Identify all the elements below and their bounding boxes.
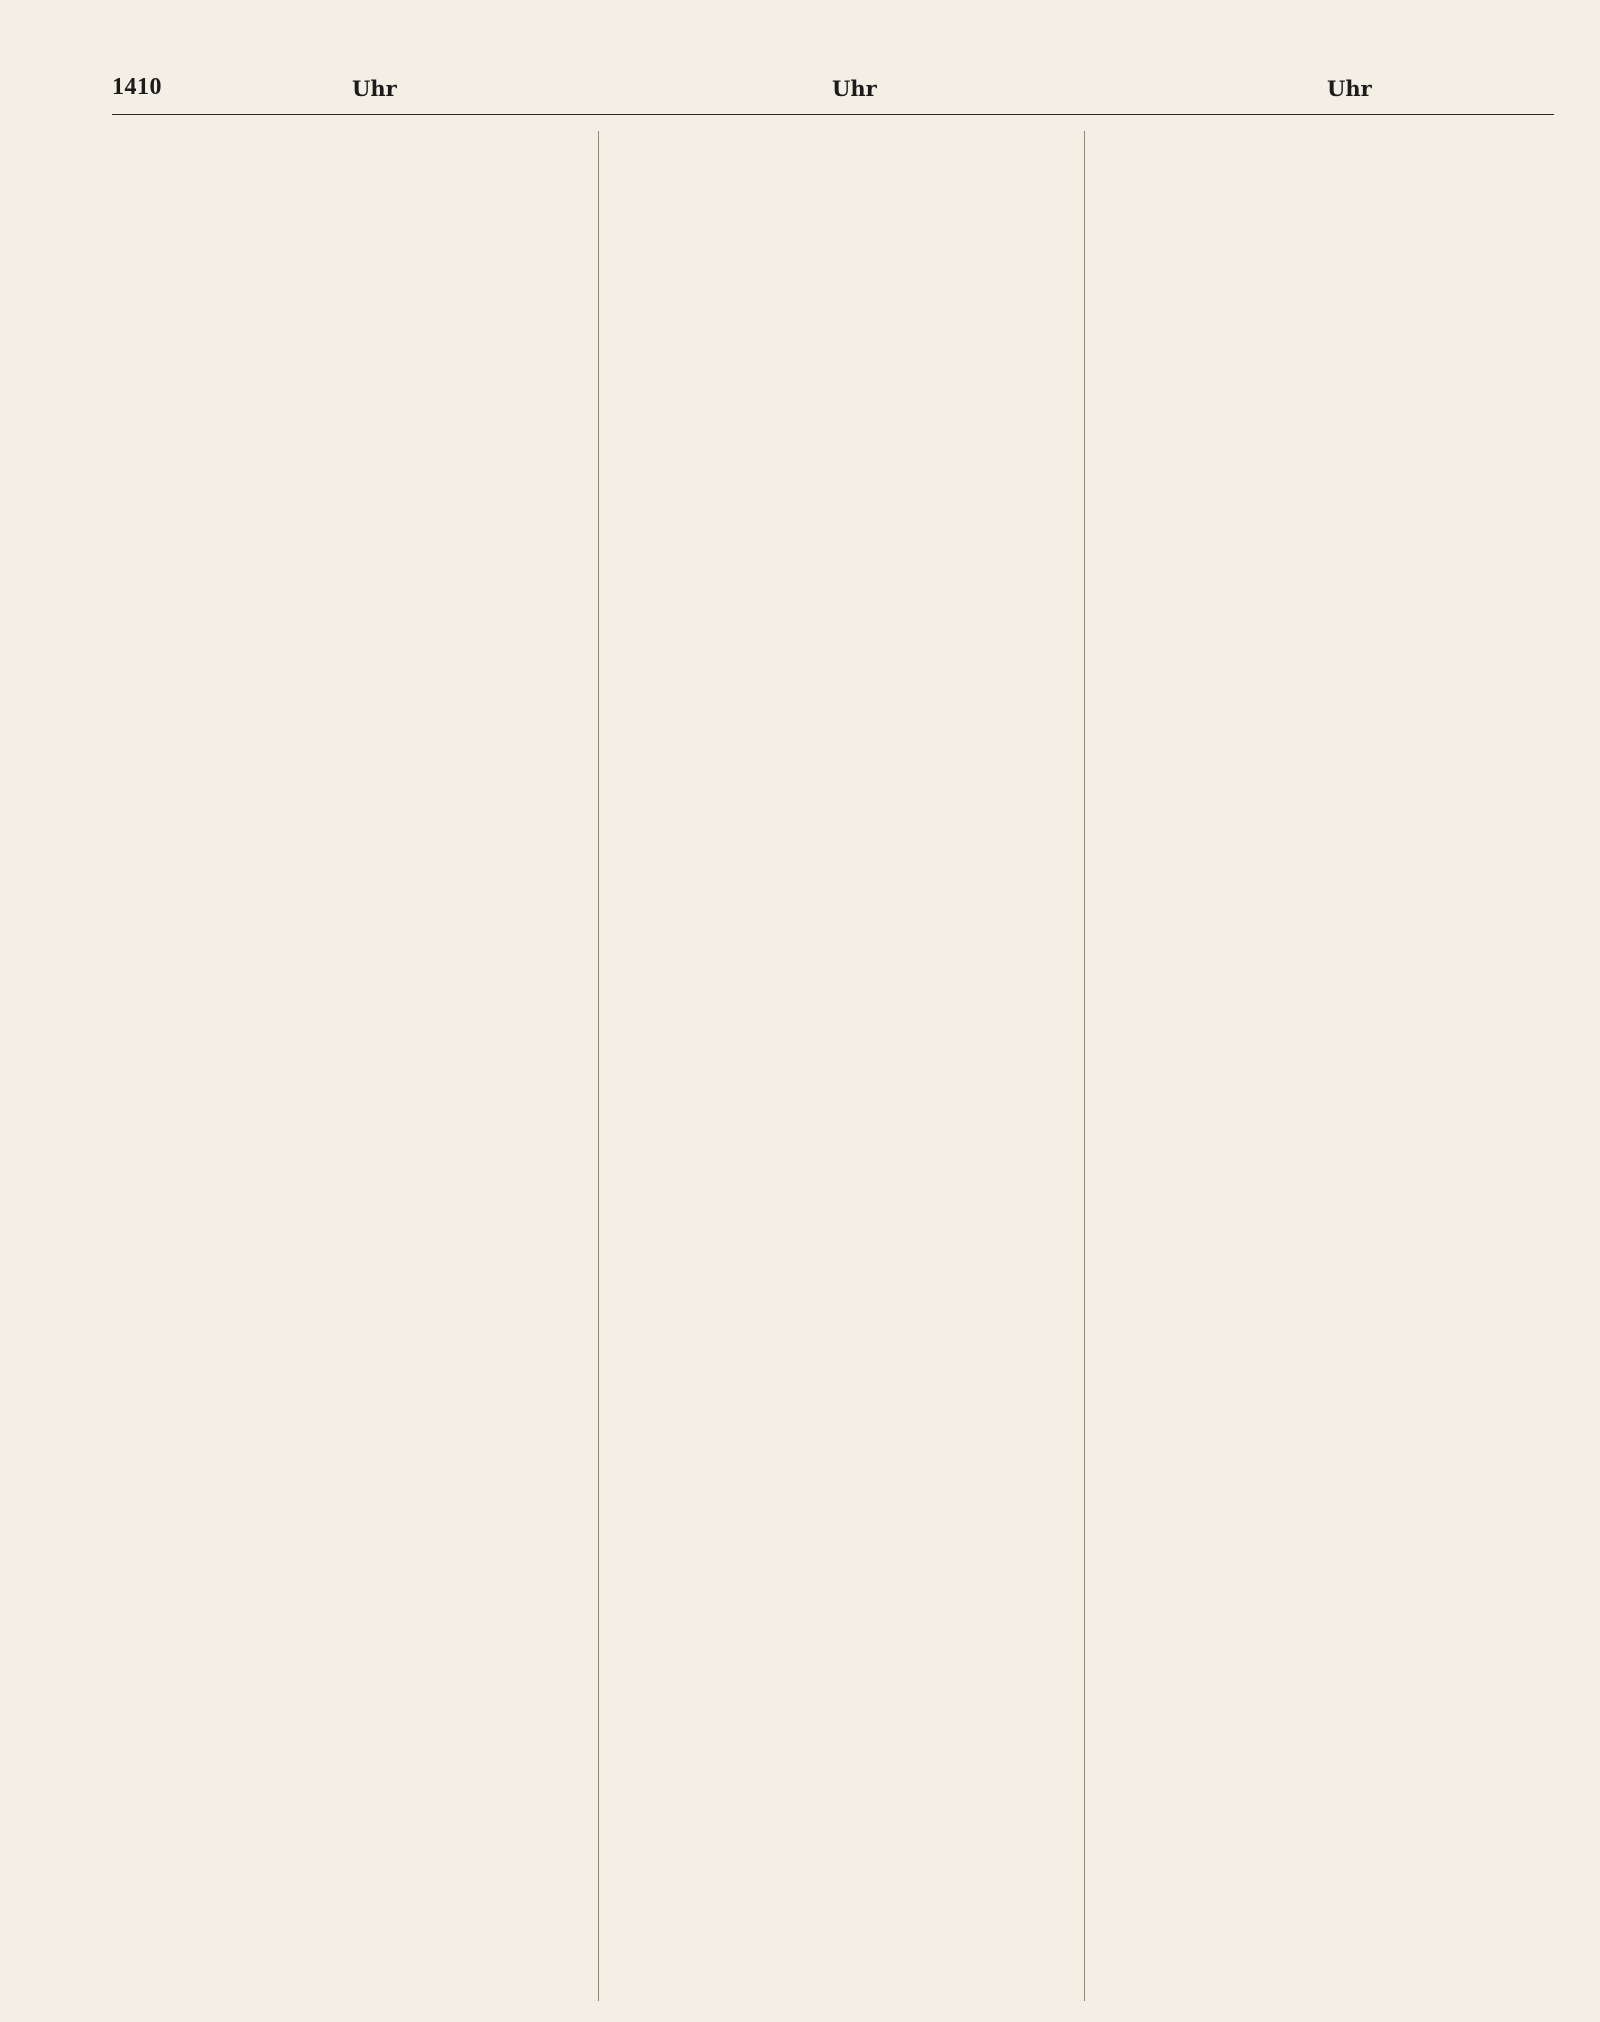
running-head-center: Uhr xyxy=(832,76,877,101)
running-head-right: Uhr xyxy=(1327,76,1372,101)
text-columns xyxy=(112,131,1554,2001)
page-header xyxy=(112,70,1554,115)
column-left xyxy=(112,131,582,2001)
column-middle xyxy=(598,131,1068,2001)
page-number: 1410 xyxy=(112,74,162,100)
running-head-left: Uhr xyxy=(352,76,397,101)
column-right xyxy=(1084,131,1554,2001)
